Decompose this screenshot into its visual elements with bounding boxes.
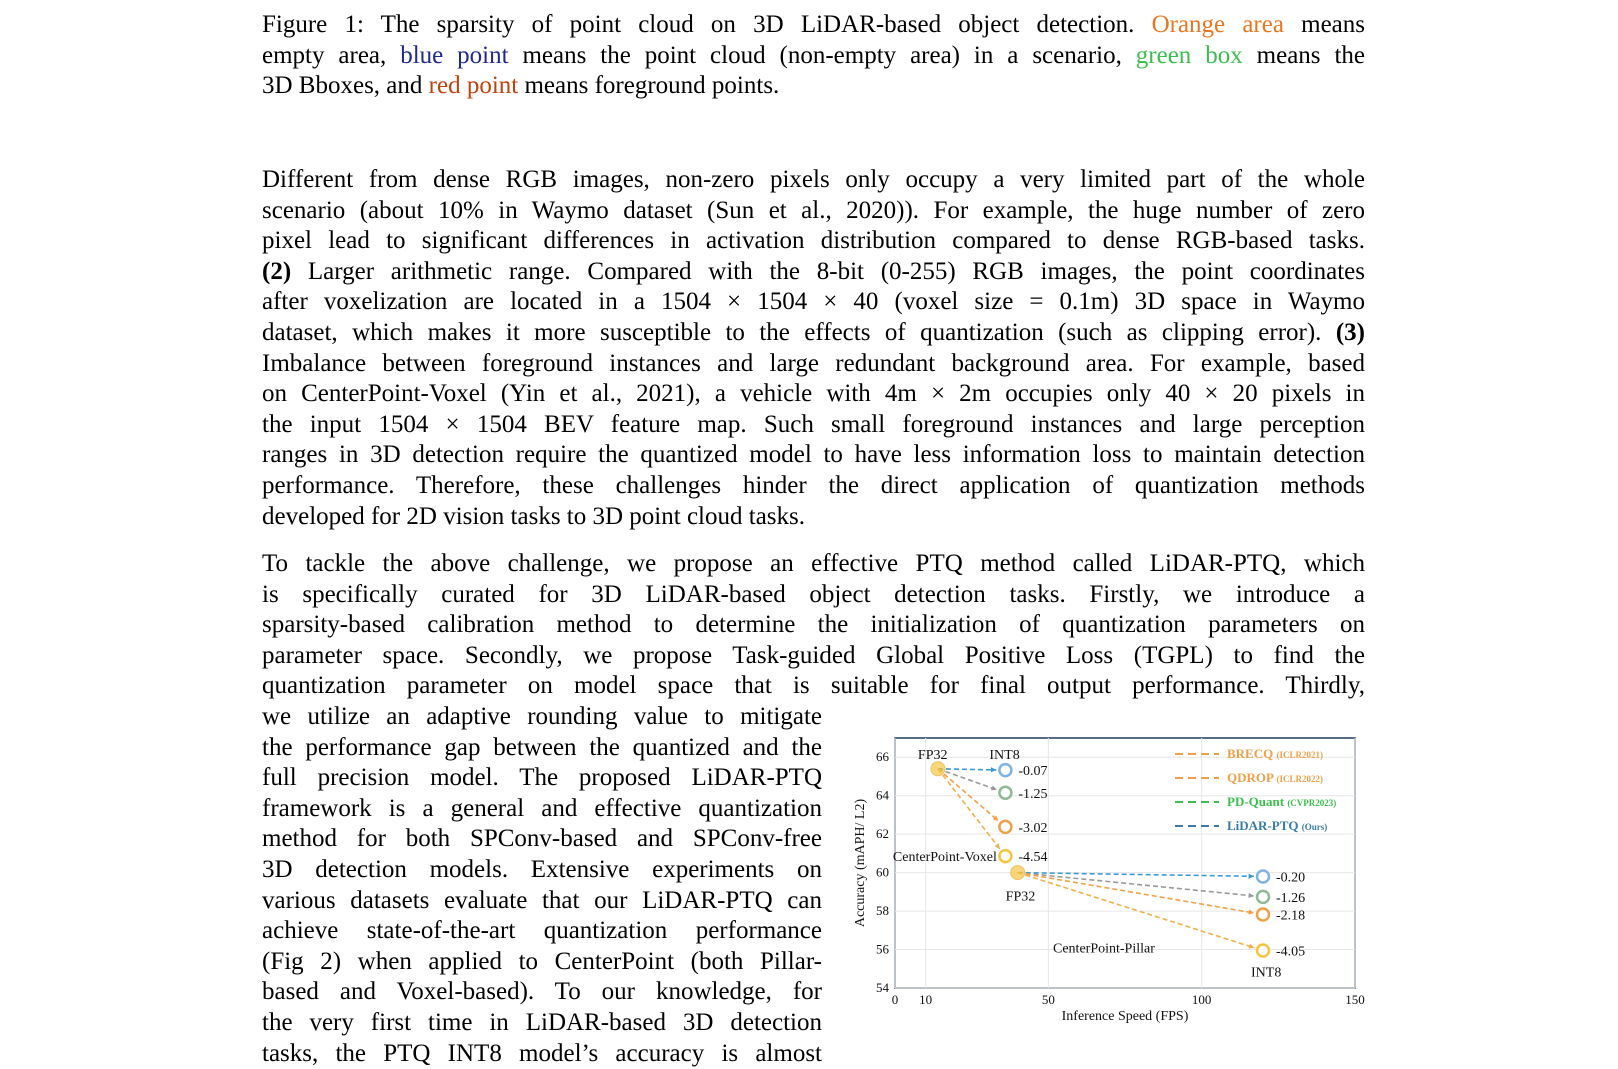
caption-t6: means foreground points. xyxy=(524,72,780,100)
int8-point xyxy=(999,850,1011,862)
legend-venue: (ICLR2021) xyxy=(1276,750,1323,760)
para2-line: quantization parameter on model space that is suitable for final output performance. Thirdly, xyxy=(262,672,1365,700)
int8-point xyxy=(1257,945,1269,957)
wrap-line: based and Voxel-based). To our knowledge, for xyxy=(262,978,822,1006)
group-label: CenterPoint-Voxel xyxy=(892,850,997,866)
para1-line: developed for 2D vision tasks to 3D point cloud tasks. xyxy=(262,502,805,530)
para1-line: on CenterPoint-Voxel (Yin et al., 2021), a vehicle with 4m × 2m occupies only 40 × 20 pixels in xyxy=(262,380,1365,408)
legend-name: BRECQ xyxy=(1227,746,1277,761)
wrap-line: tasks, the PTQ INT8 model’s accuracy is almost xyxy=(262,1039,822,1067)
arrow-head xyxy=(991,786,997,791)
fp32-label: FP32 xyxy=(1005,889,1036,905)
legend-name: LiDAR-PTQ xyxy=(1227,818,1302,833)
wrap-line: method for both SPConv-based and SPConv-free xyxy=(262,825,822,853)
bold-marker: (3) xyxy=(1335,318,1365,346)
int8-label: INT8 xyxy=(989,747,1020,763)
legend-venue: (ICLR2022) xyxy=(1276,774,1323,784)
para1-line: ranges in 3D detection require the quantized model to have less information loss to maintain detection xyxy=(262,441,1365,469)
caption-t4: means the xyxy=(1256,41,1365,69)
int8-point xyxy=(999,764,1011,776)
legend-entry xyxy=(1227,746,1323,761)
x-tick-label: 10 xyxy=(919,992,933,1007)
legend-name: PD-Quant xyxy=(1227,794,1288,809)
y-tick-label: 56 xyxy=(876,941,889,957)
caption-t2: empty area, xyxy=(262,41,387,69)
para1-line: performance. Therefore, these challenges hinder the direct application of quantization methods xyxy=(262,471,1365,499)
caption-line-1 xyxy=(262,10,1365,41)
legend-venue: (Ours) xyxy=(1301,822,1328,832)
paragraph-challenges xyxy=(262,165,1365,532)
caption-red: red point xyxy=(428,72,519,100)
delta-label: -1.26 xyxy=(1276,890,1306,906)
delta-label: -3.02 xyxy=(1018,820,1048,836)
wrap-line: 3D detection models. Extensive experiments on xyxy=(262,855,822,883)
delta-label: -4.54 xyxy=(1018,850,1048,866)
x-axis-label: Inference Speed (FPS) xyxy=(1061,1009,1189,1024)
x-tick-label: 100 xyxy=(1191,992,1212,1007)
para1-line: Imbalance between foreground instances and large redundant background area. For example, based xyxy=(262,349,1365,377)
y-tick-label: 54 xyxy=(876,980,889,995)
arrow-head xyxy=(995,843,1000,849)
caption-t5: 3D Bboxes, and xyxy=(262,72,423,100)
caption-t1: means xyxy=(1301,11,1366,38)
int8-point xyxy=(999,787,1011,799)
wrap-line: various datasets evaluate that our LiDAR-PTQ can xyxy=(262,886,822,914)
para1-text: dataset, which makes it more susceptible to the effects of quantization (such as clipping error). xyxy=(262,318,1322,346)
delta-label: -4.05 xyxy=(1276,944,1306,960)
paragraph-wrapped xyxy=(262,702,822,1069)
group-label: CenterPoint-Pillar xyxy=(1053,941,1155,957)
caption-orange: Orange area xyxy=(1151,11,1284,38)
para1-line xyxy=(262,257,1365,288)
y-axis-label: Accuracy (mAPH/ L2) xyxy=(853,798,868,928)
int8-point xyxy=(999,821,1011,833)
paragraph-contribution xyxy=(262,549,1365,702)
para1-line: after voxelization are located in a 1504 × 1504 × 40 (voxel size = 0.1m) 3D space in Waymo xyxy=(262,288,1365,316)
int8-point xyxy=(1257,870,1269,882)
para1-line: scenario (about 10% in Waymo dataset (Sun et al., 2020)). For example, the huge number of zero xyxy=(262,196,1365,224)
wrap-line: the performance gap between the quantized and the xyxy=(262,733,822,761)
wrap-line: the very first time in LiDAR-based 3D detection xyxy=(262,1008,822,1036)
trend-line xyxy=(938,769,996,770)
delta-label: -0.07 xyxy=(1018,764,1048,780)
fp32-point xyxy=(931,762,945,776)
int8-point xyxy=(1257,891,1269,903)
para1-line: Different from dense RGB images, non-zero pixels only occupy a very limited part of the whole xyxy=(262,166,1365,193)
y-tick-label: 64 xyxy=(876,787,889,803)
arrow-head xyxy=(1248,910,1254,915)
x-tick-label: 50 xyxy=(1041,992,1055,1007)
caption-prefix: Figure 1: The sparsity of point cloud on 3D LiDAR-based object detection. xyxy=(262,11,1135,38)
int8-label: INT8 xyxy=(1251,965,1282,981)
x-tick-label: 0 xyxy=(891,992,899,1007)
fp32-point xyxy=(1011,866,1025,880)
y-tick-label: 66 xyxy=(876,749,889,765)
caption-t3: means the point cloud (non-empty area) in a scenario, xyxy=(522,41,1122,69)
trend-line xyxy=(938,769,1000,849)
wrap-line: achieve state-of-the-art quantization performance xyxy=(262,917,822,945)
trend-line xyxy=(1018,873,1255,948)
accuracy-speed-chart xyxy=(850,730,1370,1030)
caption-green: green box xyxy=(1135,41,1243,69)
para1-line xyxy=(262,318,1365,349)
wrap-line: full precision model. The proposed LiDAR-PTQ xyxy=(262,764,822,792)
figure-caption xyxy=(262,10,1365,102)
para1-line: the input 1504 × 1504 BEV feature map. Such small foreground instances and large perception xyxy=(262,410,1365,438)
delta-label: -0.20 xyxy=(1276,870,1306,886)
arrow-head xyxy=(1249,874,1254,879)
caption-line-3 xyxy=(262,71,1365,102)
para2-line: sparsity-based calibration method to determine the initialization of quantization parameters on xyxy=(262,611,1365,639)
trend-line xyxy=(938,769,999,821)
arrow-head xyxy=(991,767,996,772)
y-tick-label: 58 xyxy=(876,903,889,919)
y-tick-label: 60 xyxy=(876,864,889,880)
para1-text: Larger arithmetic range. Compared with the 8-bit (0-255) RGB images, the point coordinates xyxy=(307,257,1366,285)
int8-point xyxy=(1257,909,1269,921)
wrap-line: (Fig 2) when applied to CenterPoint (both Pillar- xyxy=(262,947,822,975)
legend-venue: (CVPR2023) xyxy=(1287,798,1337,808)
legend-entry xyxy=(1227,818,1327,833)
wrap-line: framework is a general and effective quantization xyxy=(262,794,822,822)
delta-label: -1.25 xyxy=(1018,786,1048,802)
legend-name: QDROP xyxy=(1227,770,1277,785)
bold-marker: (2) xyxy=(262,257,292,285)
arrow-head xyxy=(1248,944,1254,949)
trend-line xyxy=(938,769,997,790)
x-tick-label: 150 xyxy=(1345,992,1365,1007)
legend-entry xyxy=(1227,770,1323,785)
caption-blue: blue point xyxy=(400,41,509,69)
para2-line: To tackle the above challenge, we propose an effective PTQ method called LiDAR-PTQ, which xyxy=(262,550,1365,577)
para1-line: pixel lead to significant differences in activation distribution compared to dense RGB-based tasks. xyxy=(262,227,1365,255)
fp32-label: FP32 xyxy=(917,747,948,763)
legend-entry xyxy=(1227,794,1336,809)
wrap-line: we utilize an adaptive rounding value to mitigate xyxy=(262,703,822,730)
y-tick-label: 62 xyxy=(876,826,889,842)
para2-line: is specifically curated for 3D LiDAR-based object detection tasks. Firstly, we introduce a xyxy=(262,580,1365,608)
caption-line-2 xyxy=(262,41,1365,72)
delta-label: -2.18 xyxy=(1276,908,1306,924)
para2-line: parameter space. Secondly, we propose Task-guided Global Positive Loss (TGPL) to find the xyxy=(262,641,1365,669)
